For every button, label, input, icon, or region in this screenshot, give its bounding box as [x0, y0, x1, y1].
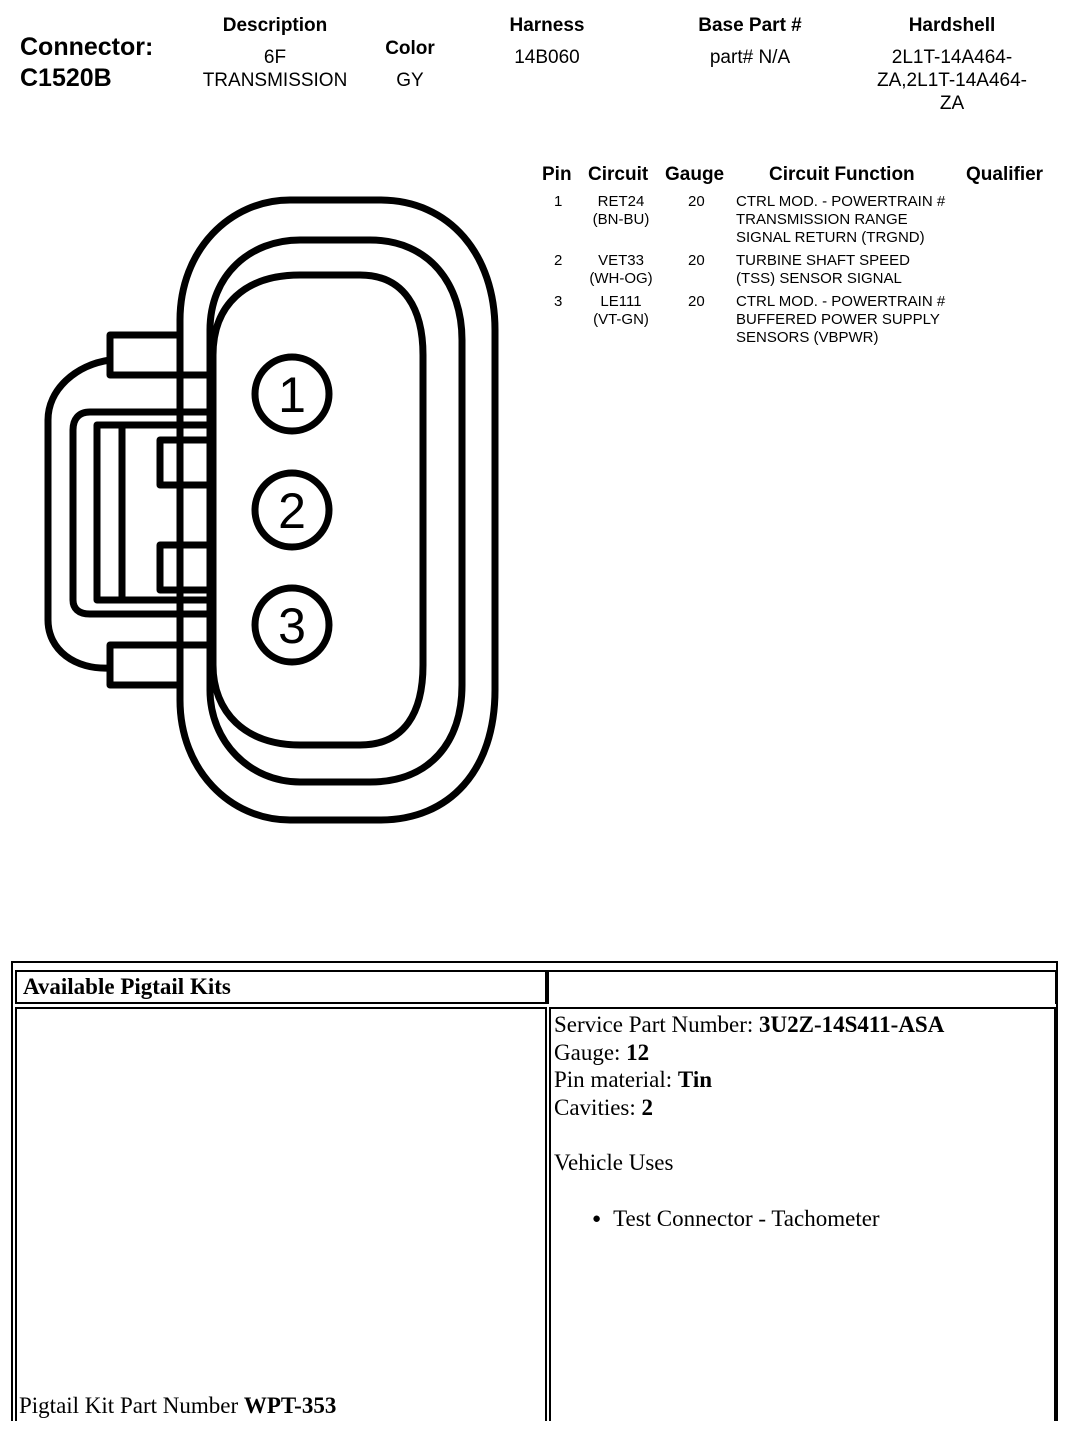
circuit-color: (BN-BU) — [592, 211, 650, 228]
connector-diagram — [0, 180, 520, 840]
function-line: TURBINE SHAFT SPEED — [736, 252, 910, 269]
color-label: Color — [385, 38, 435, 59]
pin-3-label: 3 — [278, 598, 306, 654]
service-part-label: Service Part Number: — [554, 1012, 760, 1037]
connector-lower-tab — [110, 645, 210, 685]
kit-part-label: Pigtail Kit Part Number — [19, 1392, 244, 1418]
harness-label: Harness — [509, 15, 585, 36]
connector-id: C1520B — [20, 64, 112, 92]
pin-number: 2 — [554, 252, 563, 269]
connector-latch-notch-lower — [160, 545, 210, 590]
function-cell — [736, 252, 910, 288]
cavities-row — [554, 1094, 944, 1122]
function-line: (TSS) SENSOR SIGNAL — [736, 270, 902, 287]
hardshell-value — [852, 46, 1052, 115]
qualifier-header: Qualifier — [966, 164, 1044, 185]
description-value — [180, 46, 370, 92]
gauge-label: Gauge: — [554, 1039, 627, 1065]
gauge-value: 12 — [626, 1039, 650, 1065]
pin-2-label: 2 — [278, 483, 306, 539]
circuit-cell — [575, 252, 667, 288]
pigtail-kit-part-number — [19, 1392, 336, 1420]
circuit-id: VET33 — [598, 252, 644, 269]
hardshell-line2: ZA,2L1T-14A464- — [877, 70, 1027, 91]
harness-value: 14B060 — [514, 47, 580, 68]
pigtail-details — [554, 1011, 944, 1234]
circuit-id: RET24 — [597, 193, 645, 210]
gauge-cell: 20 — [688, 193, 705, 210]
service-part-row — [554, 1011, 944, 1039]
function-line: SIGNAL RETURN (TRGND) — [736, 229, 925, 246]
connector-title — [20, 32, 153, 94]
connector-upper-tab — [110, 335, 210, 375]
connector-outer-shell — [180, 200, 495, 820]
connector-label: Connector: — [20, 33, 154, 61]
circuit-color: (WH-OG) — [589, 270, 653, 287]
pin-material-value: Tin — [677, 1067, 713, 1092]
hardshell-label: Hardshell — [908, 15, 996, 36]
gauge-cell: 20 — [688, 252, 705, 269]
vehicle-use-item: Test Connector - Tachometer — [613, 1205, 880, 1231]
pigtail-header-right — [547, 970, 1057, 1004]
bullet-icon: ● — [592, 1211, 602, 1228]
function-line: SENSORS (VBPWR) — [736, 329, 879, 346]
function-line: CTRL MOD. - POWERTRAIN # — [736, 193, 946, 210]
pin-number: 3 — [554, 293, 563, 310]
gauge-cell: 20 — [688, 293, 705, 310]
function-line: TRANSMISSION RANGE — [736, 211, 908, 228]
pin-group — [255, 357, 329, 662]
circuit-cell — [575, 193, 667, 229]
hardshell-line3: ZA — [939, 93, 965, 114]
pin-1-label: 1 — [278, 367, 306, 423]
function-cell — [736, 193, 945, 247]
description-line2: TRANSMISSION — [202, 70, 348, 91]
vehicle-uses-label: Vehicle Uses — [554, 1150, 674, 1175]
pin-header: Pin — [542, 164, 572, 185]
function-line: CTRL MOD. - POWERTRAIN # — [736, 293, 946, 310]
circuit-color: (VT-GN) — [593, 311, 649, 328]
pin-number: 1 — [554, 193, 563, 210]
base-part-label: Base Part # — [698, 15, 802, 36]
color-value: GY — [396, 70, 424, 91]
gauge-header: Gauge — [665, 164, 725, 185]
pin-material-row — [554, 1066, 944, 1094]
pigtail-left-cell — [15, 1007, 547, 1421]
pin-material-label: Pin material: — [554, 1067, 678, 1092]
description-line1: 6F — [263, 47, 287, 68]
description-label: Description — [222, 15, 328, 36]
connector-latch-outer — [48, 360, 110, 668]
service-part-value: 3U2Z-14S411-ASA — [759, 1012, 945, 1037]
kit-part-value: WPT-353 — [243, 1392, 337, 1418]
gauge-row — [554, 1039, 944, 1067]
connector-latch-notch — [160, 440, 210, 485]
pigtail-kits-title: Available Pigtail Kits — [15, 970, 547, 1004]
circuit-id: LE111 — [600, 293, 642, 310]
function-line: BUFFERED POWER SUPPLY — [736, 311, 940, 328]
vehicle-uses-list — [554, 1205, 944, 1234]
cavities-label: Cavities: — [554, 1094, 642, 1120]
hardshell-line1: 2L1T-14A464- — [891, 47, 1013, 68]
circuit-header: Circuit — [588, 164, 649, 185]
base-part-value: part# N/A — [709, 47, 791, 68]
circuit-function-header: Circuit Function — [769, 164, 915, 185]
function-cell — [736, 293, 945, 347]
circuit-cell — [575, 293, 667, 329]
cavities-value: 2 — [641, 1094, 654, 1120]
pigtail-right-cell — [549, 1007, 1056, 1421]
connector-latch-inner — [97, 425, 210, 600]
